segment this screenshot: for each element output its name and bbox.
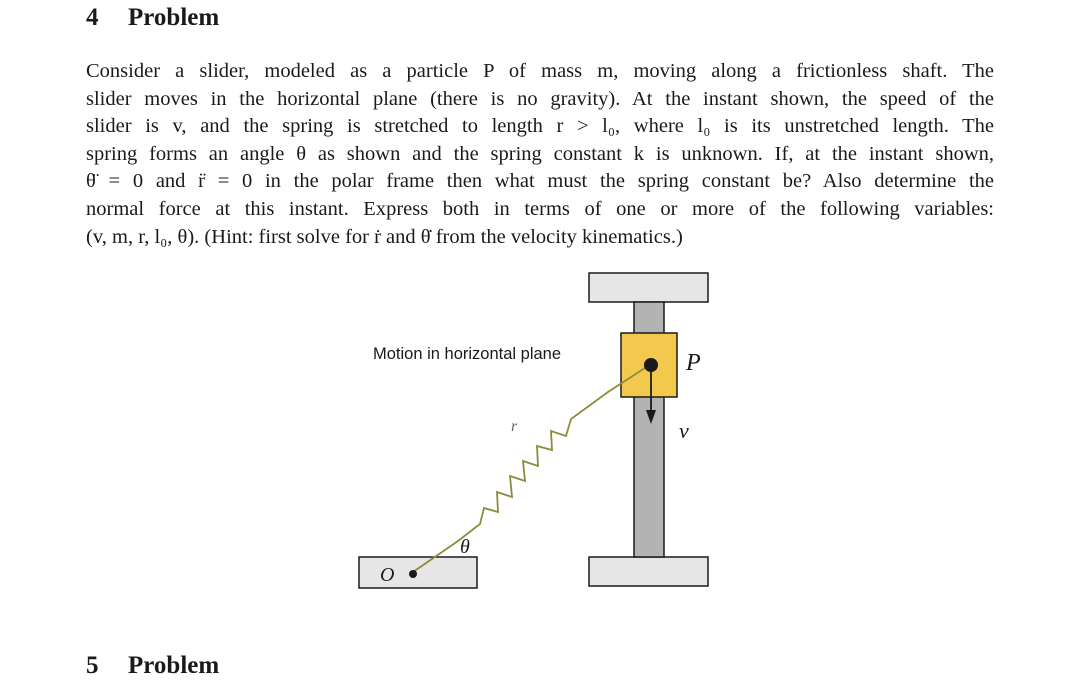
bottom-wall	[589, 557, 708, 586]
next-section-title: Problem	[128, 652, 220, 679]
next-section-number: 5	[86, 652, 99, 679]
paragraph-line: (v, m, r, l₀, θ). (Hint: first solve for ṙ and θ̇ from the velocity kinematics.)	[86, 225, 683, 248]
label-O: O	[380, 564, 395, 586]
section-number: 4	[86, 4, 99, 31]
label-theta: θ	[460, 536, 470, 558]
paragraph-line: slider moves in the horizontal plane (there is no gravity). At the instant shown, the speed of the	[86, 87, 994, 110]
paragraph-line: Consider a slider, modeled as a particle P of mass m, moving along a frictionless shaft. The	[86, 60, 994, 82]
paragraph-line: θ̈ = 0 and r̈ = 0 in the polar frame then what must the spring constant be? Also determine the	[86, 170, 994, 193]
next-section-heading	[86, 652, 219, 680]
label-r: r	[511, 418, 518, 435]
ground-block	[359, 557, 477, 588]
paragraph-line: normal force at this instant. Express both in terms of one or more of the following variables:	[86, 197, 994, 220]
paragraph-line: spring forms an angle θ as shown and the spring constant k is unknown. If, at the instant shown,	[86, 142, 994, 165]
spring	[413, 364, 651, 572]
label-P: P	[686, 350, 701, 376]
paragraph-line: slider is v, and the spring is stretched to length r > l₀, where l₀ is its unstretched length. The	[86, 115, 994, 138]
figure-caption: Motion in horizontal plane	[373, 345, 562, 363]
origin-dot	[409, 570, 417, 578]
top-wall	[589, 273, 708, 302]
section-title: Problem	[128, 4, 220, 31]
label-v: v	[679, 418, 689, 443]
